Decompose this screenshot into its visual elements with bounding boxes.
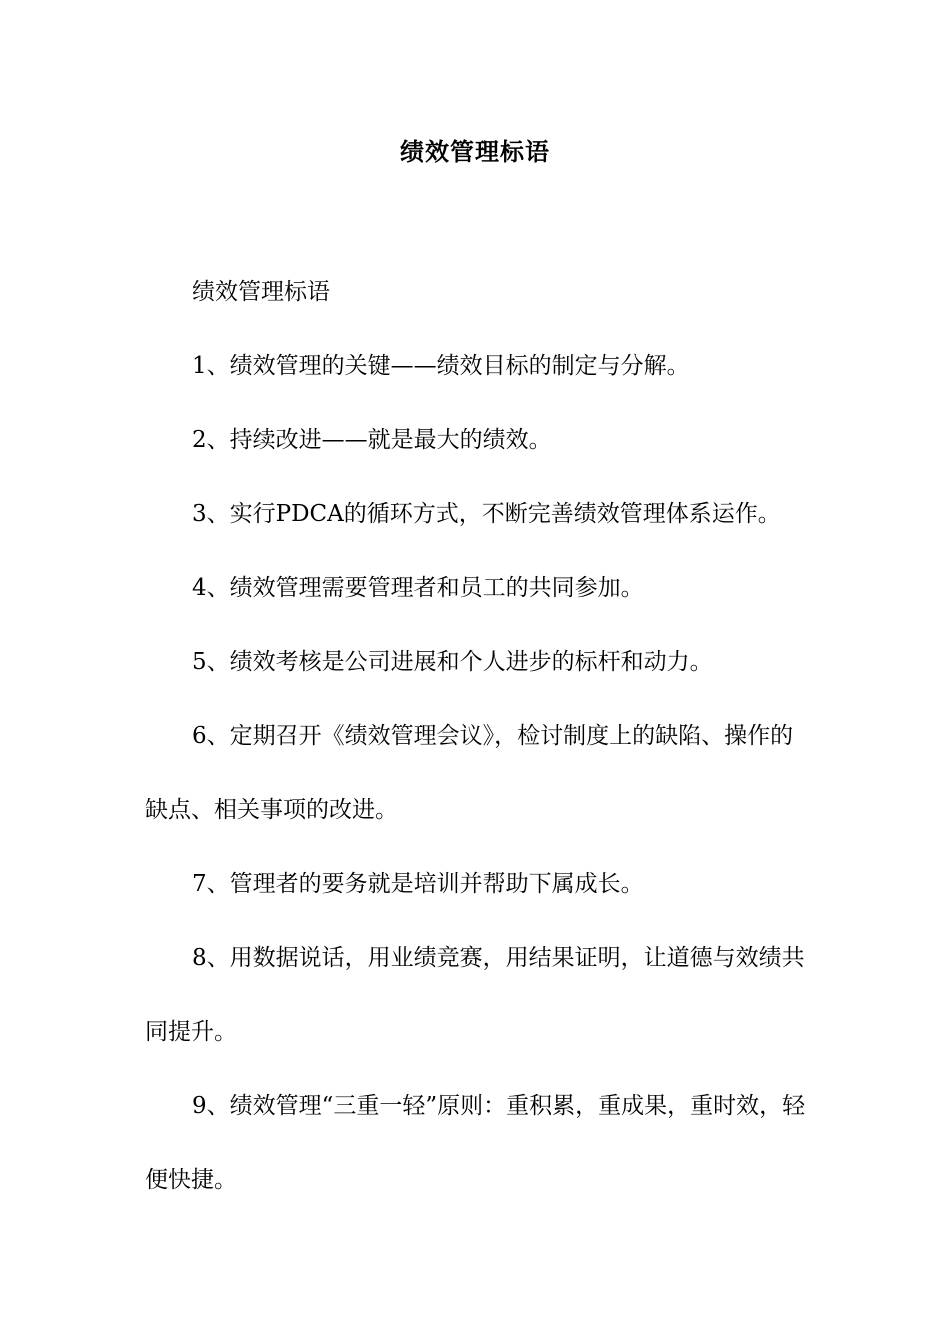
paragraph-item-3: 3、实行PDCA的循环方式，不断完善绩效管理体系运作。 — [192, 501, 781, 527]
paragraph-item-7: 7、管理者的要务就是培训并帮助下属成长。 — [192, 871, 644, 897]
paragraph-heading: 绩效管理标语 — [192, 279, 330, 305]
paragraph-item-6: 6、定期召开《绩效管理会议》，检讨制度上的缺陷、操作的缺点、相关事项的改进。 — [145, 723, 794, 823]
paragraph-item-8: 8、用数据说话，用业绩竞赛，用结果证明，让道德与效绩共同提升。 — [145, 945, 805, 1045]
paragraph-item-5: 5、绩效考核是公司进展和个人进步的标杆和动力。 — [192, 649, 713, 675]
document-body — [145, 255, 815, 1217]
paragraph-item-1: 1、绩效管理的关键——绩效目标的制定与分解。 — [192, 353, 690, 379]
document-title: 绩效管理标语 — [400, 137, 550, 166]
paragraph-item-9: 9、绩效管理“三重一轻”原则：重积累，重成果，重时效，轻便快捷。 — [145, 1093, 806, 1193]
paragraph-item-4: 4、绩效管理需要管理者和员工的共同参加。 — [192, 575, 644, 601]
paragraph-item-2: 2、持续改进——就是最大的绩效。 — [192, 427, 552, 453]
